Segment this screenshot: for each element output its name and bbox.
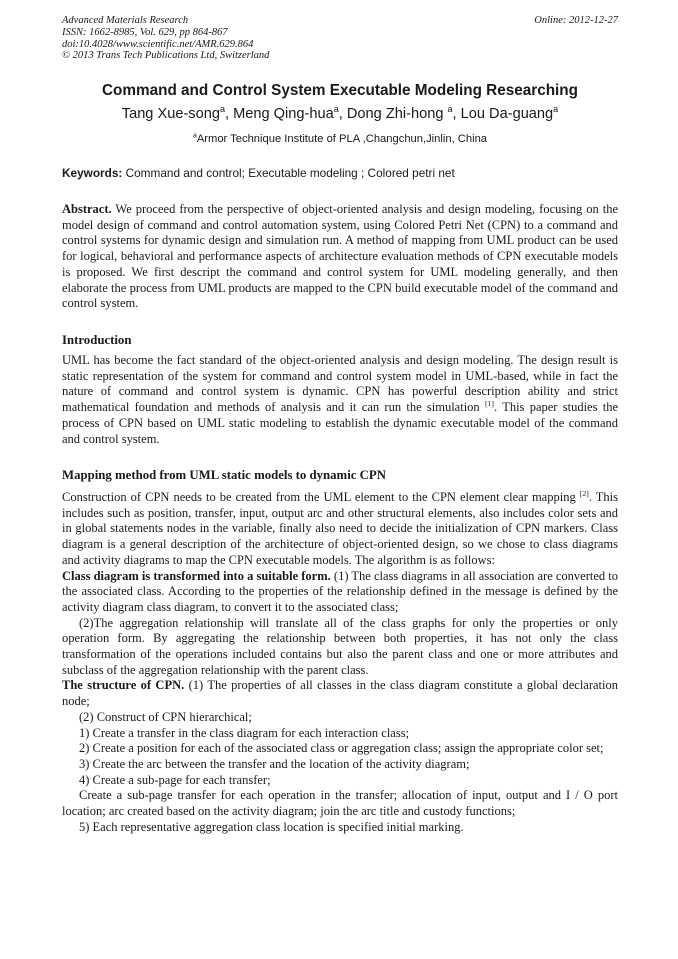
author-name: Meng Qing-hua [233,106,334,122]
author-affil-mark: a [447,104,453,115]
journal-name: Advanced Materials Research [62,15,189,26]
author-sep: , [338,106,347,122]
abstract-text: We proceed from the perspective of object-oriented analysis and design modeling, focusing on the model design of command and control automation system, using Colored Petri Net (CPN) to a command and control systems for dynamic design and simulation run. A method of mapping from UML product can be used for logical, behavioral and performance aspects of architecture evaluation methods of CPN executable models is proposed. We first descript the command and control system for UML modeling generally, and then elaborate the process from UML products are mapped to the CPN build executable model of the command and control system. [62,202,618,311]
mapping-text-cont: . This includes such as position, transfer, input, output arc and other structural elements, also includes color sets and in global statements nodes in the variable, finally also need to decide the initialization of CPN markers. Class diagram is a general description of the architecture of object-oriented design, so we chose to class diagrams and activity diagrams to map the CPN executable models. The algorithm is as follows: [62,490,618,567]
class-diagram-label: Class diagram is transformed into a suitable form. [62,568,331,583]
section-heading-introduction: Introduction [62,333,132,347]
citation-ref: [1] [484,398,495,408]
author-affil-mark: a [333,104,339,115]
list-item: 3) Create the arc between the transfer and the location of the activity diagram; [79,756,470,771]
list-item: (2) Construct of CPN hierarchical; [79,709,252,724]
citation-ref: [2] [579,488,589,498]
author-name: Dong Zhi-hong [346,106,448,122]
introduction-body [62,353,618,447]
cpn-structure-text: (1) The properties of all classes in the class diagram constitute a global declaration node; [62,678,619,709]
mapping-body [62,490,618,835]
list-item: 5) Each representative aggregation class location is specified initial marking. [79,819,464,834]
paper-title: Command and Control System Executable Modeling Researching [102,82,578,99]
affiliation-text: Armor Technique Institute of PLA ,Changchun,Jinlin, China [196,133,488,145]
class-diagram-text: (1) The class diagrams in all association are converted to the associated class. According to the properties of the relationship defined in the message is defined by the activity diagram class diagram, to convert it to the associated class; [62,568,618,614]
author-sep: , [452,106,461,122]
list-item: 4) Create a sub-page for each transfer; [79,772,271,787]
abstract [62,202,618,312]
keywords [62,166,618,180]
list-item: 2) Create a position for each of the associated class or aggregation class; assign the appropriate color set; [79,741,604,756]
copyright-line: © 2013 Trans Tech Publications Ltd, Switzerland [62,50,270,62]
author-name: Tang Xue-song [121,106,220,122]
abstract-label: Abstract. [62,202,112,216]
mapping-text: Construction of CPN needs to be created from the UML element to the CPN element clear mapping [62,490,580,504]
issn-line: ISSN: 1662-8985, Vol. 629, pp 864-867 [62,26,228,38]
author-list [62,106,618,122]
aggregation-paragraph: (2)The aggregation relationship will translate all of the class graphs for only the properties or only operation form. By aggregating the relationship between both properties, it has not only the class transformation of the operations included contains but also the parent class and one or more attributes and subclass of the aggregation relationship with the parent class. [62,615,618,677]
intro-text: UML has become the fact standard of the object-oriented analysis and design modeling. The design result is static representation of the system for command and control system model in UML-based, while in fact the nature of command and control system is dynamic. CPN has powerful description ability and strict mathematical foundation and methods of analysis and it can run the simulation [62,353,618,415]
affiliation-mark: a [192,132,197,140]
keywords-label: Keywords: [62,166,123,180]
list-item: Create a sub-page transfer for each operation in the transfer; allocation of input, output and I / O port location; arc created based on the activity diagram; join the arc title and custody functions; [62,788,618,819]
cpn-structure-label: The structure of CPN. [62,678,185,693]
section-heading-mapping: Mapping method from UML static models to dynamic CPN [62,468,386,482]
keywords-text: Command and control; Executable modeling ; Colored petri net [122,166,455,180]
doi-line: doi:10.4028/www.scientific.net/AMR.629.864 [62,38,254,50]
author-affil-mark: a [553,104,559,115]
affiliation [62,133,618,145]
intro-text-cont: . This paper studies the process of CPN based on UML static modeling to establish the dynamic executable model of the command and control system. [62,400,618,446]
author-affil-mark: a [219,104,226,115]
journal-header [62,15,618,62]
author-sep: , [225,106,234,122]
online-date: Online: 2012-12-27 [534,15,618,26]
author-name: Lou Da-guang [460,106,554,122]
list-item: 1) Create a transfer in the class diagram for each interaction class; [79,725,410,740]
